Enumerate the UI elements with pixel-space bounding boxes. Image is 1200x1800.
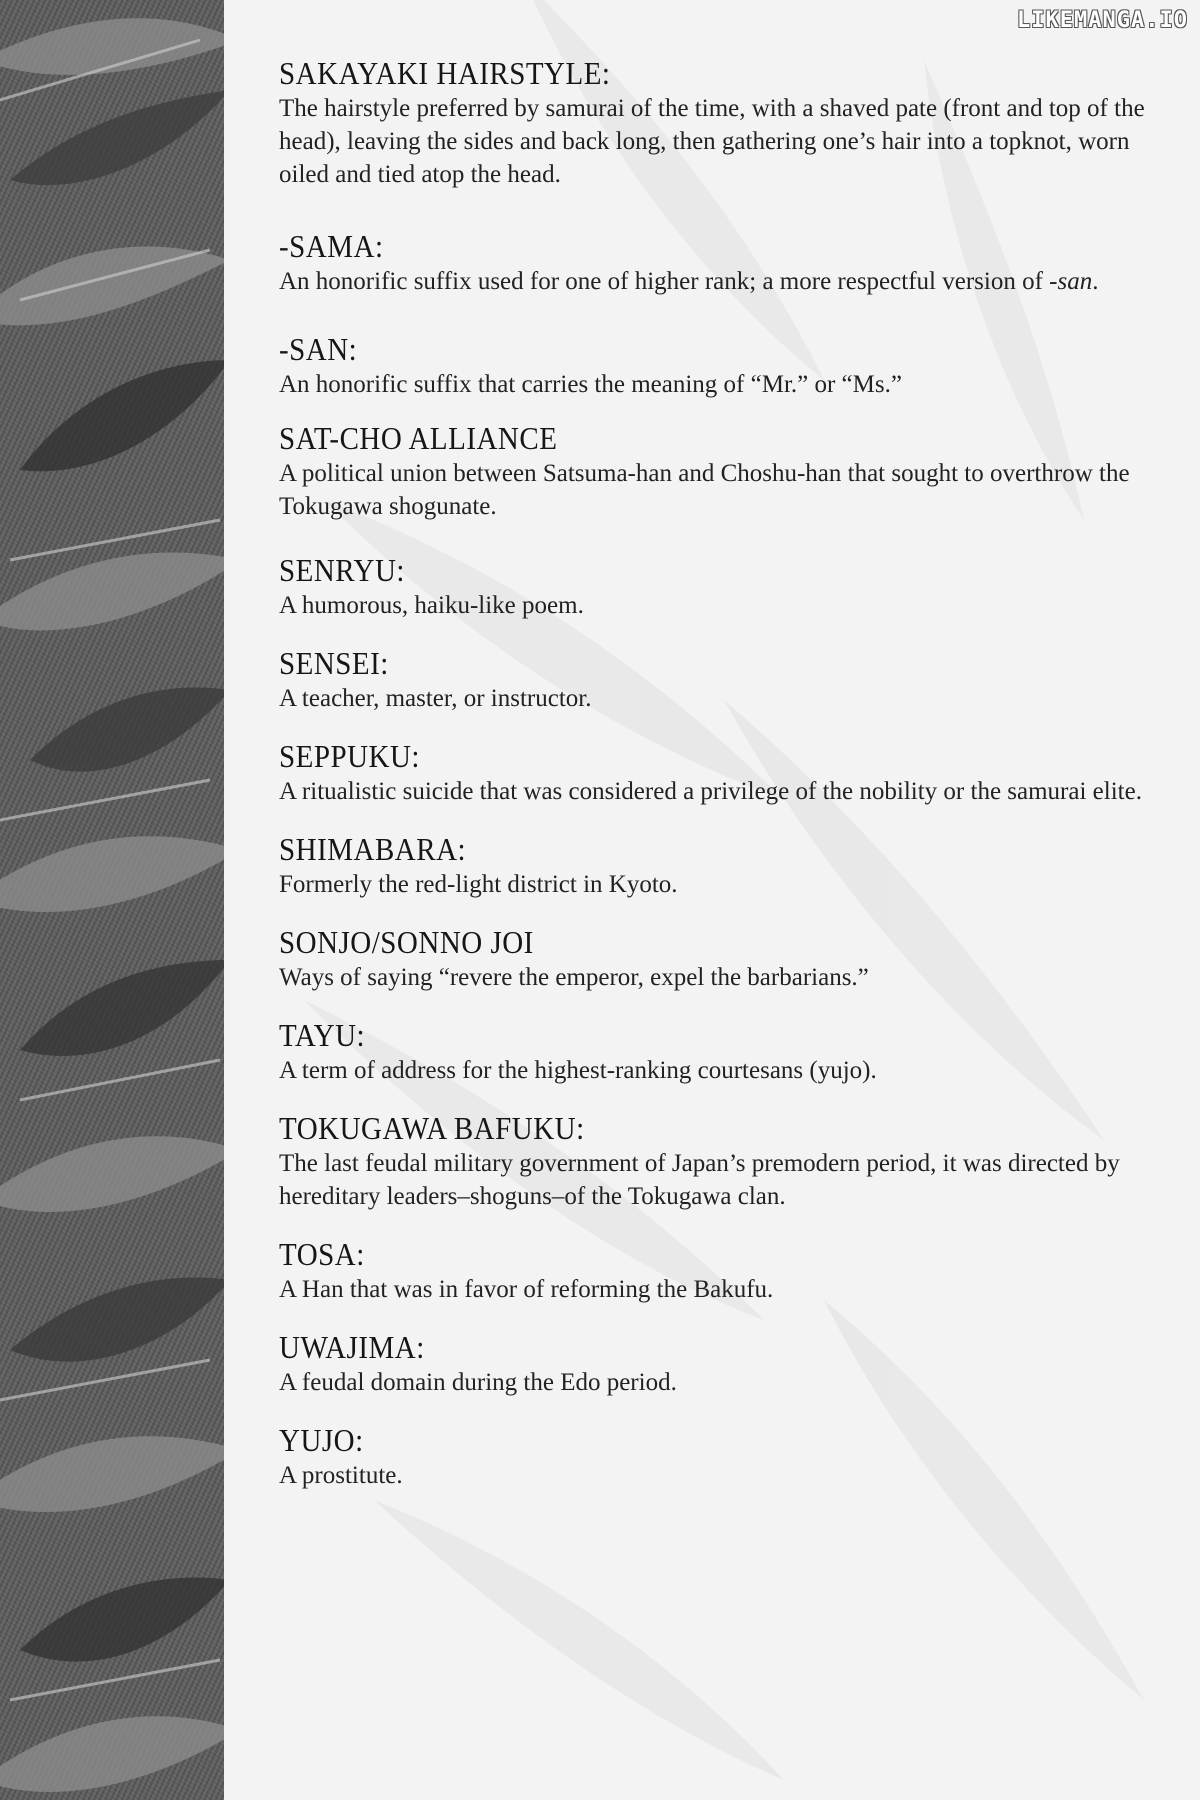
glossary-definition: A term of address for the highest-ranking courtesans (yujo).: [279, 1057, 877, 1084]
glossary-term: SHIMABARA:: [279, 833, 467, 868]
glossary-term: TOSA:: [279, 1238, 365, 1273]
glossary-definition: Ways of saying “revere the emperor, expel the barbarians.”: [279, 964, 869, 991]
glossary-definition: A prostitute.: [279, 1462, 403, 1489]
site-watermark: LIKEMANGA.IO: [1017, 8, 1188, 33]
glossary-entry: [279, 553, 1159, 622]
glossary-definition: A ritualistic suicide that was considered a privilege of the nobility or the samurai elite.: [279, 778, 1142, 805]
glossary-entry: [279, 646, 1159, 715]
glossary-entry: [279, 332, 1159, 401]
glossary-term: SENSEI:: [279, 647, 389, 682]
glossary-entry: [279, 1423, 1159, 1492]
glossary-entry: [279, 1018, 1159, 1087]
definition-italic-term: -san: [1049, 268, 1093, 295]
glossary-definition: A political union between Satsuma-han and Choshu-han that sought to overthrow the Tokugawa shogunate.: [279, 460, 1130, 520]
glossary-entry: [279, 739, 1159, 808]
glossary-term: SAKAYAKI HAIRSTYLE:: [279, 57, 611, 92]
glossary-entry: [279, 925, 1159, 994]
glossary-term: TAYU:: [279, 1019, 366, 1054]
glossary-definition: The last feudal military government of Japan’s premodern period, it was directed by hereditary leaders–shoguns–of the Tokugawa clan.: [279, 1150, 1120, 1210]
decorative-leaf-border: [0, 0, 224, 1800]
glossary-term: TOKUGAWA BAFUKU:: [279, 1112, 585, 1147]
glossary-definition: The hairstyle preferred by samurai of the time, with a shaved pate (front and top of the head), leaving the sides and back long, then gathering one’s hair into a topknot, worn oiled and tied atop the head.: [279, 95, 1145, 188]
glossary-entry: [279, 832, 1159, 901]
glossary-definition: A teacher, master, or instructor.: [279, 685, 592, 712]
glossary-definition: A humorous, haiku-like poem.: [279, 592, 584, 619]
glossary-definition: An honorific suffix that carries the meaning of “Mr.” or “Ms.”: [279, 371, 902, 398]
glossary-entry: [279, 229, 1159, 298]
glossary-term: SAT-CHO ALLIANCE: [279, 422, 558, 457]
glossary-definition: A Han that was in favor of reforming the Bakufu.: [279, 1276, 774, 1303]
glossary-entry: [279, 421, 1159, 523]
glossary-definition: A feudal domain during the Edo period.: [279, 1369, 677, 1396]
glossary-term: -SAN:: [279, 333, 358, 368]
glossary-entry: [279, 1111, 1159, 1213]
glossary-term: YUJO:: [279, 1424, 364, 1459]
glossary-term: SEPPUKU:: [279, 740, 420, 775]
definition-text-end: .: [1092, 268, 1099, 295]
glossary-definition: [279, 265, 1159, 298]
glossary-term: SENRYU:: [279, 554, 405, 589]
definition-text: An honorific suffix used for one of higher rank; a more respectful version of: [279, 268, 1050, 295]
glossary-entry: [279, 1330, 1159, 1399]
glossary-entry: [279, 56, 1159, 191]
glossary-list: [279, 56, 1159, 1492]
glossary-term: SONJO/SONNO JOI: [279, 926, 534, 961]
leaf-pattern-graphic: [0, 0, 224, 1800]
glossary-term: -SAMA:: [279, 230, 384, 265]
glossary-entry: [279, 1237, 1159, 1306]
glossary-term: UWAJIMA:: [279, 1331, 425, 1366]
glossary-definition: Formerly the red-light district in Kyoto.: [279, 871, 678, 898]
